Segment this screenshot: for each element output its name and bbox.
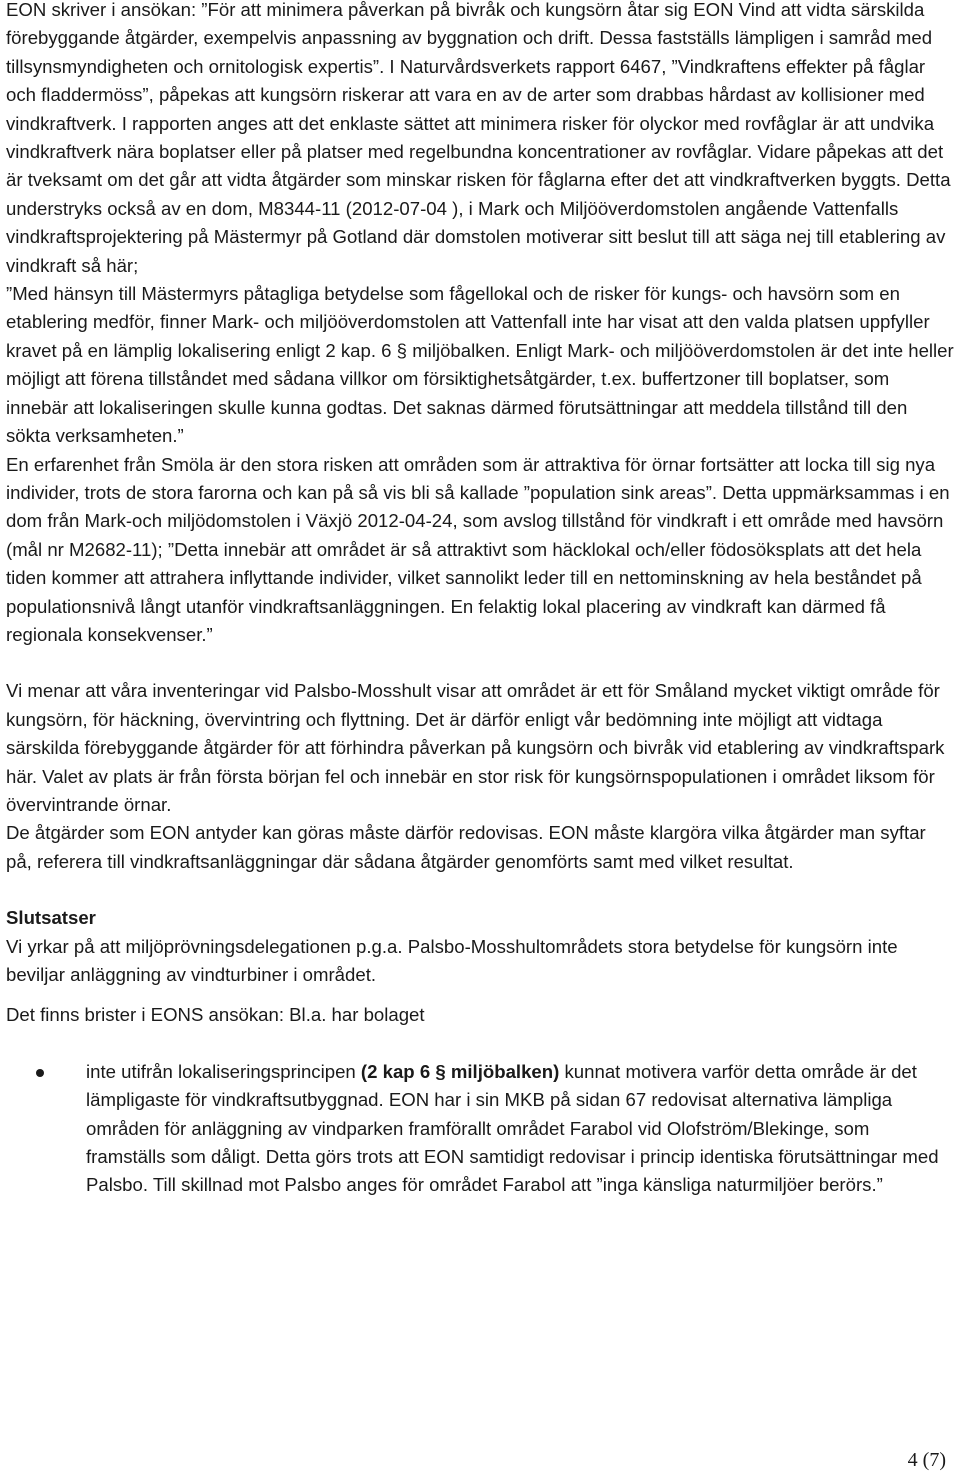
paragraph-deficiencies-intro: Det finns brister i EONS ansökan: Bl.a. har bolaget <box>6 1004 425 1026</box>
bullet-text-bold: (2 kap 6 § miljöbalken) <box>360 1060 560 1082</box>
paragraph-eon-application: EON skriver i ansökan: ”För att minimera påverkan på bivråk och kungsörn åtar sig EON Vind att vidta särskilda förebyggande åtgärder, exempelvis anpassning av byggnation och drift. Dessa fastställs lämpligen i samråd med tillsynsmyndigheten och ornitologisk expertis”. I Naturvårdsverkets rapport 6467, ”Vindkraftens effekter på fåglar och fladdermöss”, påpekas att kungsörn riskerar att vara en av de arter som drabbas hårdast av kollisioner med vindkraftverk. I rapporten anges att det enklaste sättet att minimera risker för olyckor med rovfåglar är att undvika vindkraftverk nära boplatser eller på platser med regelbundna koncentrationer av rovfåglar. Vidare påpekas att det är tveksamt om det går att vidta åtgärder som minskar risken för fåglarna efter det att vindkraftverken byggts. Detta understryks också av en dom, M8344-11 (2012-07-04 ), i Mark och Miljööverdomstolen angående Vattenfalls vindkraftsprojektering på Mästermyr på Gotland där domstolen motiverar sitt beslut till att säga nej till etablering av vindkraft så här; <box>6 0 951 276</box>
bullet-text-start: inte utifrån lokaliseringsprincipen <box>86 1060 361 1082</box>
bullet-text-end: kunnat motivera varför detta område är det lämpligaste för vindkraftsutbyggnad. EON har i sin MKB på sidan 67 redovisat alternativa lämpliga områden för anläggning av vindparken framförallt området Farabol vid Olofström/Blekinge, som framställs som dåligt. Detta görs trots att EON samtidigt redovisar i princip identiska förutsättningar med Palsbo. Till skillnad mot Palsbo anges för området Farabol att ”inga känsliga naturmiljöer berörs.” <box>86 1060 939 1196</box>
paragraph-measures: De åtgärder som EON antyder kan göras måste därför redovisas. EON måste klargöra vilka åtgärder man syftar på, referera till vindkraftsanläggningar där sådana åtgärder genomförts samt med vilket resultat. <box>6 822 926 872</box>
paragraph-conclusion-claim: Vi yrkar på att miljöprövningsdelegationen p.g.a. Palsbo-Mosshultområdets stora betydelse för kungsörn inte beviljar anläggning av vindturbiner i området. <box>6 935 898 985</box>
document-page <box>6 0 954 1200</box>
page-number: 4 (7) <box>907 1449 946 1471</box>
paragraph-inventories: Vi menar att våra inventeringar vid Palsbo-Mosshult visar att området är ett för Småland mycket viktigt område för kungsörn, för häckning, övervintring och flyttning. Det är därför enligt vår bedömning inte möjligt att vidtaga särskilda förebyggande åtgärder för att förhindra påverkan på kungsörn och bivråk vid etablering av vindkraftspark här. Valet av plats är från första början fel och innebär en stor risk för kungsörnspopulationen i området liksom för övervintrande örnar. <box>6 680 945 815</box>
paragraph-smola-experience: En erfarenhet från Smöla är den stora risken att områden som är attraktiva för örnar fortsätter att locka till sig nya individer, trots de stora farorna och kan på så vis bli så kallade ”population sink areas”. Detta uppmärksammas i en dom från Mark-och miljödomstolen i Växjö 2012-04-24, som avslog tillstånd för vindkraft i ett område med havsörn (mål nr M2682-11); ”Detta innebär att området är så attraktivt som häcklokal och/eller födosöksplats att det hela tiden kommer att attrahera inflyttande individer, vilket sannolikt leder till en nettominskning av hela beståndet på populationsnivå långt utanför vindkraftsanläggningen. En felaktig lokal placering av vindkraft kan därmed få regionala konsekvenser.” <box>6 453 950 645</box>
bullet-icon <box>36 1069 44 1077</box>
paragraph-court-quote-mastermyr: ”Med hänsyn till Mästermyrs påtagliga betydelse som fågellokal och de risker för kungs- och havsörn som en etablering medför, finner Mark- och miljööverdomstolen att Vattenfall inte har visat att den valda platsen uppfyller kravet på en lämplig lokalisering enligt 2 kap. 6 § miljöbalken. Enligt Mark- och miljööverdomstolen är det inte heller möjligt att förena tillståndet med sådana villkor om försiktighetsåtgärder, t.ex. buffertzoner till boplatser, som innebär att lokaliseringen skulle kunna godtas. Det saknas därmed förutsättningar att meddela tillstånd till den sökta verksamheten.” <box>6 283 954 447</box>
section-heading-conclusions: Slutsatser <box>6 907 96 929</box>
deficiency-list <box>6 1058 954 1200</box>
list-item <box>6 1058 954 1200</box>
